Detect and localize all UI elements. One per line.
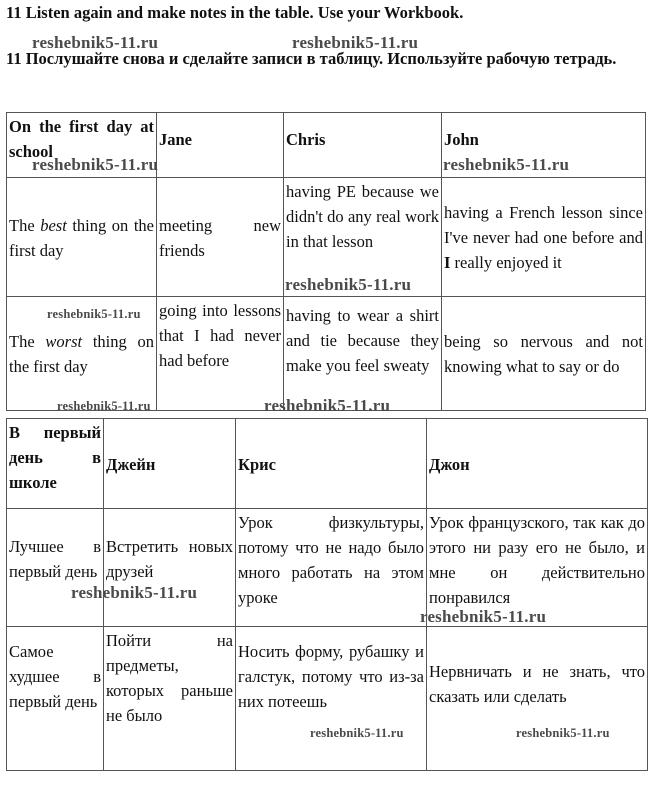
- exercise-title-en: 11 Listen again and make notes in the table. Use your Workbook.: [6, 3, 464, 22]
- watermark: reshebnik5-11.ru: [71, 583, 198, 602]
- cell-john-worst: being so nervous and not knowing what to say or do: [442, 297, 646, 411]
- header-chris: Chris: [284, 113, 442, 178]
- cell-jane-worst: going into lessons that I had never had before: [157, 297, 284, 411]
- header-chris-ru: Крис: [236, 419, 427, 509]
- watermark: reshebnik5-11.ru: [285, 275, 412, 294]
- header-john: John: [442, 113, 646, 178]
- header-jane: Jane: [157, 113, 284, 178]
- watermark: reshebnik5-11.ru: [264, 396, 391, 415]
- cell-chris-best-ru: Урок физкультуры, потому что не надо было много работать на этом уроке: [236, 509, 427, 627]
- cell-chris-worst-ru: Носить форму, рубашку и галстук, потому что из-за них потеешь: [236, 627, 427, 771]
- watermark: reshebnik5-11.ru: [292, 33, 419, 52]
- cell-chris-worst: having to wear a shirt and tie because they make you feel sweaty: [284, 297, 442, 411]
- table-row: [7, 509, 648, 627]
- watermark: reshebnik5-11.ru: [57, 399, 151, 413]
- header-john-ru: Джон: [427, 419, 648, 509]
- watermark: reshebnik5-11.ru: [310, 726, 404, 740]
- cell-john-best-ru: Урок французского, так как до этого ни разу его не было, и мне он действительно понравился: [427, 509, 648, 627]
- row-label-best-ru: Лучшее в первый день: [7, 509, 104, 627]
- header-first-day-ru: В первый день в школе: [7, 419, 104, 509]
- cell-jane-best-ru: Встретить новых друзей: [104, 509, 236, 627]
- watermark: reshebnik5-11.ru: [47, 307, 141, 321]
- cell-john-worst-ru: Нервничать и не знать, что сказать или сделать: [427, 627, 648, 771]
- table-header-row: [7, 419, 648, 509]
- row-label-worst-ru: Самое худшее в первый день: [7, 627, 104, 771]
- watermark: reshebnik5-11.ru: [420, 607, 547, 626]
- cell-chris-best: having PE because we didn't do any real work in that lesson: [284, 178, 442, 297]
- cell-jane-best: meeting new friends: [157, 178, 284, 297]
- header-jane-ru: Джейн: [104, 419, 236, 509]
- watermark: reshebnik5-11.ru: [516, 726, 610, 740]
- row-label-best: The best thing on the first day: [7, 178, 157, 297]
- cell-jane-worst-ru: Пойти на предметы, которых раньше не было: [104, 627, 236, 771]
- exercise-title-ru: 11 Послушайте снова и сделайте записи в таблицу. Используйте рабочую тетрадь.: [6, 49, 617, 68]
- emphasis-best: best: [40, 215, 67, 235]
- header-first-day: On the first day at school: [7, 113, 157, 178]
- emphasis-worst: worst: [45, 332, 83, 351]
- row-label-worst: The worst thing on the first day: [7, 297, 157, 411]
- watermark: reshebnik5-11.ru: [32, 33, 159, 52]
- cell-john-best: having a French lesson since I've never had one before and I really enjoyed it: [442, 178, 646, 297]
- watermark: reshebnik5-11.ru: [443, 155, 570, 174]
- table-row: [7, 627, 648, 771]
- watermark: reshebnik5-11.ru: [32, 155, 159, 174]
